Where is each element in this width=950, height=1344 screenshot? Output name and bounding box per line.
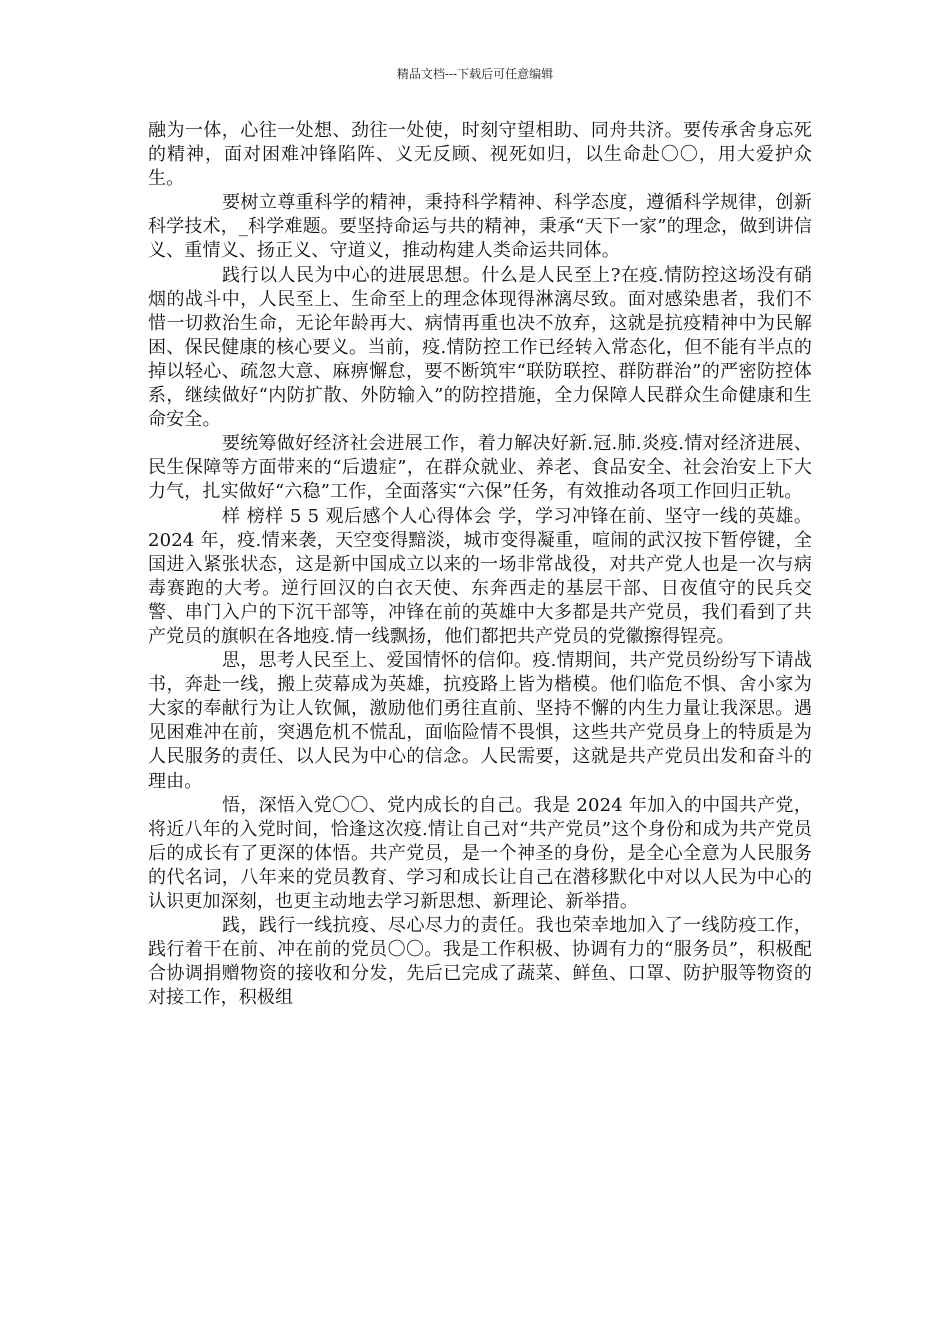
paragraph: 践行以人民为中心的进展思想。什么是人民至上?在疫.情防控这场没有硝烟的战斗中，人民至上、生命至上的理念体现得淋漓尽致。面对感染患者，我们不惜一切救治生命，无论年龄再大、病情再重也决不放弃，这就是抗疫精神中为民解困、保民健康的核心要义。当前，疫.情防控工作已经转入常态化，但不能有半点的掉以轻心、疏忽大意、麻痹懈怠，要不断筑牢“联防联控、群防群治”的严密防控体系，继续做好“内防扩散、外防输入”的防控措施，全力保障人民群众生命健康和生命安全。 [148, 264, 812, 431]
paragraph: 融为一体，心往一处想、劲往一处使，时刻守望相助、同舟共济。要传承舍身忘死的精神，面对困难冲锋陷阵、义无反顾、视死如归，以生命赴〇〇，用大爱护众生。 [148, 120, 812, 190]
document-body [148, 119, 812, 1010]
paragraph: 悟，深悟入党〇〇、党内成长的自己。我是 2024 年加入的中国共产党，将近八年的入党时间，恰逢这次疫.情让自己对“共产党员”这个身份和成为共产党员后的成长有了更深的体悟。共产党员，是一个神圣的身份，是全心全意为人民服务的代名词，八年来的党员教育、学习和成长让自己在潜移默化中对以人民为中心的认识更加深刻，也更主动地去学习新思想、新理论、新举措。 [148, 794, 812, 912]
paragraph: 要统筹做好经济社会进展工作，着力解决好新.冠.肺.炎疫.情对经济进展、民生保障等方面带来的“后遗症”，在群众就业、养老、食品安全、社会治安上下大力气，扎实做好“六稳”工作，全面落实“六保”任务，有效推动各项工作回归正轨。 [148, 433, 812, 503]
paragraph: 践，践行一线抗疫、尽心尽力的责任。我也荣幸地加入了一线防疫工作，践行着干在前、冲在前的党员〇〇。我是工作积极、协调有力的“服务员”，积极配合协调捐赠物资的接收和分发，先后已完成了蔬菜、鲜鱼、口罩、防护服等物资的对接工作，积极组 [148, 915, 812, 1009]
page-header: 精品文档---下载后可任意编辑 [396, 67, 554, 81]
paragraph: 要树立尊重科学的精神，秉持科学精神、科学态度，遵循科学规律，创新科学技术，_科学难题。要坚持命运与共的精神，秉承“天下一家”的理念，做到讲信义、重情义、扬正义、守道义，推动构建人类命运共同体。 [148, 192, 812, 262]
paragraph: 思，思考人民至上、爱国情怀的信仰。疫.情期间，共产党员纷纷写下请战书，奔赴一线，搬上荧幕成为英雄，抗疫路上皆为楷模。他们临危不惧、舍小家为大家的奉献行为让人钦佩，激励他们勇往直前、坚持不懈的内生力量让我深思。遇见困难冲在前，突遇危机不慌乱，面临险情不畏惧，这些共产党员身上的特质是为人民服务的责任、以人民为中心的信念。人民需要，这就是共产党员出发和奋斗的理由。 [148, 650, 812, 792]
paragraph: 样 榜样 5 5 观后感个人心得体会 学，学习冲锋在前、坚守一线的英雄。2024 年，疫.情来袭，天空变得黯淡，城市变得凝重，喧闹的武汉按下暂停键，全国进入紧张状态，这是新中国成立以来的一场非常战役，对共产党人也是一次与病毒赛跑的大考。逆行回汉的白衣天使、东奔西走的基层干部、日夜值守的民兵交警、串门入户的下沉干部等，冲锋在前的英雄中大多都是共产党员，我们看到了共产党员的旗帜在各地疫.情一线飘扬，他们都把共产党员的党徽擦得锃亮。 [148, 505, 812, 647]
